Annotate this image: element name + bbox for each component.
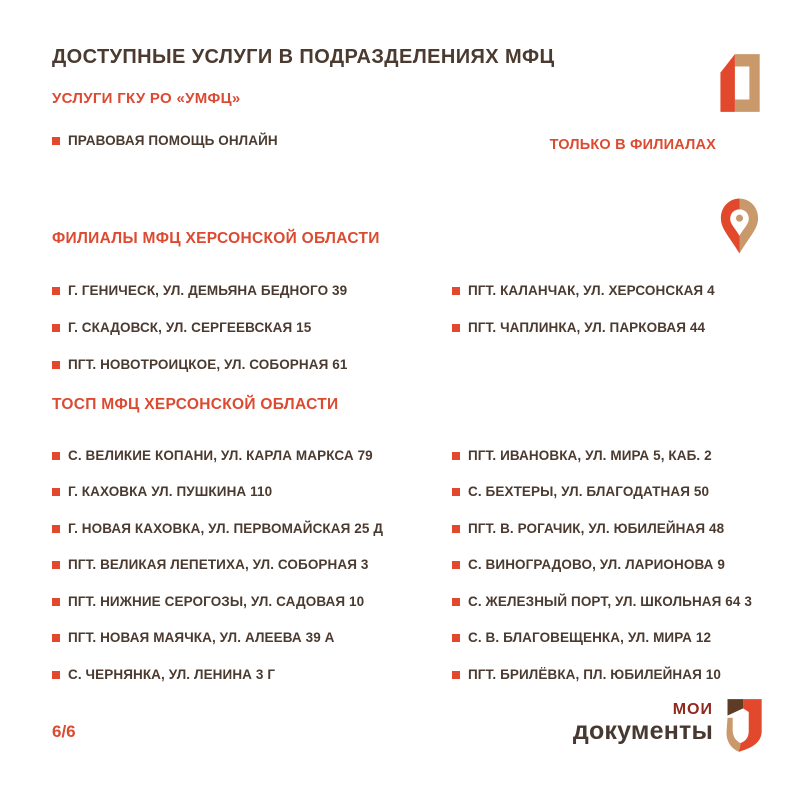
service-name: ПРАВОВАЯ ПОМОЩЬ ОНЛАЙН [68, 133, 278, 148]
list-item [452, 656, 782, 693]
list-item [52, 474, 444, 511]
bullet-square-icon [452, 525, 460, 533]
address-text: ПГТ. НОВАЯ МАЯЧКА, УЛ. АЛЕЕВА 39 А [68, 630, 335, 646]
list-item [452, 272, 782, 309]
address-text: ПГТ. НИЖНИЕ СЕРОГОЗЫ, УЛ. САДОВАЯ 10 [68, 593, 365, 609]
bullet-square-icon [52, 634, 60, 642]
address-text: С. ВЕЛИКИЕ КОПАНИ, УЛ. КАРЛА МАРКСА 79 [68, 447, 373, 463]
bullet-square-icon [452, 488, 460, 496]
bullet-square-icon [52, 488, 60, 496]
logo-word-dokumenty: документы [572, 717, 713, 745]
location-pin-icon [717, 193, 762, 266]
list-item [452, 620, 782, 657]
address-text: Г. СКАДОВСК, УЛ. СЕРГЕЕВСКАЯ 15 [68, 320, 312, 335]
list-item [52, 272, 444, 309]
branches-list-right [452, 272, 782, 346]
page-subtitle: УСЛУГИ ГКУ РО «УМФЦ» [52, 90, 241, 107]
list-item [52, 547, 444, 584]
list-item [452, 547, 782, 584]
tosp-list-left [52, 437, 444, 693]
bullet-square-icon [52, 561, 60, 569]
bullet-square-icon [52, 137, 60, 145]
list-item [52, 437, 444, 474]
availability-label: ТОЛЬКО В ФИЛИАЛАХ [549, 137, 716, 153]
address-text: ПГТ. ИВАНОВКА, УЛ. МИРА 5, КАБ. 2 [468, 447, 712, 463]
address-text: С. ЖЕЛЕЗНЫЙ ПОРТ, УЛ. ШКОЛЬНАЯ 64 3 [468, 593, 752, 609]
branches-list-left [52, 272, 444, 383]
bullet-square-icon [452, 452, 460, 460]
address-text: С. ВИНОГРАДОВО, УЛ. ЛАРИОНОВА 9 [468, 557, 725, 573]
moi-dokumenty-logo [573, 696, 766, 759]
bullet-square-icon [52, 361, 60, 369]
address-text: С. В. БЛАГОВЕЩЕНКА, УЛ. МИРА 12 [468, 630, 712, 646]
list-item [452, 474, 782, 511]
section-heading-tosp: ТОСП МФЦ ХЕРСОНСКОЙ ОБЛАСТИ [52, 396, 339, 413]
list-item [452, 583, 782, 620]
bullet-square-icon [452, 634, 460, 642]
bullet-square-icon [452, 287, 460, 295]
bullet-square-icon [52, 287, 60, 295]
bullet-square-icon [452, 671, 460, 679]
address-text: Г. ГЕНИЧЕСК, УЛ. ДЕМЬЯНА БЕДНОГО 39 [68, 283, 348, 298]
bullet-square-icon [52, 671, 60, 679]
bullet-square-icon [52, 598, 60, 606]
list-item [452, 437, 782, 474]
bullet-square-icon [452, 598, 460, 606]
bullet-square-icon [52, 525, 60, 533]
address-text: ПГТ. ЧАПЛИНКА, УЛ. ПАРКОВАЯ 44 [468, 320, 706, 335]
bullet-square-icon [52, 452, 60, 460]
bullet-square-icon [52, 324, 60, 332]
list-item [52, 656, 444, 693]
address-text: ПГТ. ВЕЛИКАЯ ЛЕПЕТИХА, УЛ. СОБОРНАЯ 3 [68, 557, 369, 573]
service-item [52, 133, 278, 148]
page-title: ДОСТУПНЫЕ УСЛУГИ В ПОДРАЗДЕЛЕНИЯХ МФЦ [52, 46, 555, 68]
list-item [52, 510, 444, 547]
section-heading-branches: ФИЛИАЛЫ МФЦ ХЕРСОНСКОЙ ОБЛАСТИ [52, 230, 380, 247]
address-text: С. БЕХТЕРЫ, УЛ. БЛАГОДАТНАЯ 50 [468, 484, 710, 500]
tosp-list-right [452, 437, 782, 693]
bullet-square-icon [452, 561, 460, 569]
bullet-square-icon [452, 324, 460, 332]
address-text: ПГТ. В. РОГАЧИК, УЛ. ЮБИЛЕЙНАЯ 48 [468, 520, 725, 536]
address-text: ПГТ. КАЛАНЧАК, УЛ. ХЕРСОНСКАЯ 4 [468, 283, 715, 298]
list-item [452, 309, 782, 346]
document-icon [712, 52, 764, 119]
list-item [52, 620, 444, 657]
list-item [52, 309, 444, 346]
address-text: ПГТ. НОВОТРОИЦКОЕ, УЛ. СОБОРНАЯ 61 [68, 357, 348, 372]
list-item [452, 510, 782, 547]
address-text: ПГТ. БРИЛЁВКА, ПЛ. ЮБИЛЕЙНАЯ 10 [468, 666, 721, 682]
moi-dokumenty-logo-icon [718, 696, 766, 759]
list-item [52, 583, 444, 620]
list-item [52, 346, 444, 383]
address-text: Г. НОВАЯ КАХОВКА, УЛ. ПЕРВОМАЙСКАЯ 25 Д [68, 520, 384, 536]
address-text: С. ЧЕРНЯНКА, УЛ. ЛЕНИНА 3 Г [68, 666, 276, 682]
logo-text [573, 702, 713, 744]
page-number: 6/6 [52, 722, 76, 741]
logo-word-moi: МОИ [672, 701, 713, 718]
address-text: Г. КАХОВКА УЛ. ПУШКИНА 110 [68, 484, 273, 500]
